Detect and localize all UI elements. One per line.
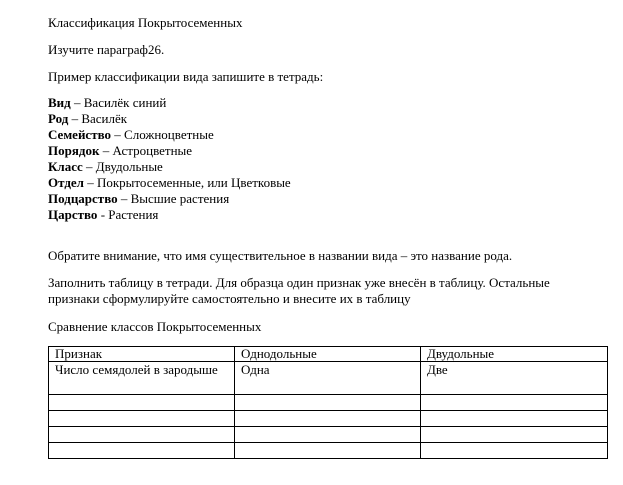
table-cell — [421, 411, 608, 427]
table-cell — [235, 411, 421, 427]
table-row — [49, 362, 608, 395]
instruction-text: Изучите параграф26. — [48, 42, 165, 57]
table-row — [49, 427, 608, 443]
taxonomy-value: Растения — [108, 207, 159, 222]
table-cell: Две — [421, 362, 608, 395]
header-cell-dicots: Двудольные — [421, 347, 608, 362]
header-cell-monocots: Однодольные — [235, 347, 421, 362]
taxonomy-rank: Подцарство — [48, 191, 118, 206]
taxonomy-value: Высшие растения — [130, 191, 230, 206]
taxonomy-separator: – — [117, 191, 131, 206]
comparison-table — [48, 346, 608, 459]
table-cell — [49, 411, 235, 427]
taxonomy-row — [48, 191, 291, 207]
taxonomy-separator: – — [70, 95, 84, 110]
taxonomy-separator: - — [97, 207, 109, 222]
taxonomy-rank: Порядок — [48, 143, 100, 158]
example-intro-text: Пример классификации вида запишите в тетрадь: — [48, 69, 324, 84]
table-row — [49, 443, 608, 459]
taxonomy-row — [48, 95, 291, 111]
document-title: Классификация Покрытосеменных — [48, 15, 243, 30]
table-cell — [421, 443, 608, 459]
table-cell — [235, 443, 421, 459]
taxonomy-rank: Класс — [48, 159, 83, 174]
taxonomy-rank: Род — [48, 111, 69, 126]
taxonomy-value: Василёк синий — [83, 95, 167, 110]
taxonomy-row — [48, 111, 291, 127]
taxonomy-row — [48, 207, 291, 223]
table-row — [49, 395, 608, 411]
taxonomy-value: Двудольные — [95, 159, 163, 174]
taxonomy-row — [48, 175, 291, 191]
taxonomy-value: Сложноцветные — [124, 127, 214, 142]
taxonomy-row — [48, 127, 291, 143]
taxonomy-separator: – — [111, 127, 125, 142]
table-cell: Число семядолей в зародыше — [49, 362, 235, 395]
table-cell — [421, 427, 608, 443]
table-caption: Сравнение классов Покрытосеменных — [48, 319, 262, 334]
taxonomy-rank: Вид — [48, 95, 71, 110]
table-cell — [235, 427, 421, 443]
taxonomy-list — [48, 95, 291, 223]
taxonomy-separator: – — [82, 159, 96, 174]
note-text: Обратите внимание, что имя существительное в названии вида – это название рода. — [48, 248, 513, 263]
table-header-row — [49, 347, 608, 362]
table-cell — [49, 427, 235, 443]
taxonomy-value: Василёк — [81, 111, 128, 126]
taxonomy-value: Покрытосеменные, или Цветковые — [96, 175, 291, 190]
taxonomy-rank: Отдел — [48, 175, 84, 190]
table-cell — [421, 395, 608, 411]
table-cell — [235, 395, 421, 411]
taxonomy-rank: Семейство — [48, 127, 112, 142]
task-text-line-2: признаки сформулируйте самостоятельно и внесите их в таблицу — [48, 291, 411, 306]
taxonomy-row — [48, 159, 291, 175]
taxonomy-value: Астроцветные — [112, 143, 193, 158]
taxonomy-separator: – — [99, 143, 113, 158]
taxonomy-separator: – — [83, 175, 97, 190]
taxonomy-row — [48, 143, 291, 159]
table-row — [49, 411, 608, 427]
header-cell-feature: Признак — [49, 347, 235, 362]
table-cell: Одна — [235, 362, 421, 395]
table-cell — [49, 395, 235, 411]
taxonomy-separator: – — [68, 111, 82, 126]
taxonomy-rank: Царство — [48, 207, 98, 222]
task-text-line-1: Заполнить таблицу в тетради. Для образца один признак уже внесён в таблицу. Остальные — [48, 275, 550, 290]
table-cell — [49, 443, 235, 459]
